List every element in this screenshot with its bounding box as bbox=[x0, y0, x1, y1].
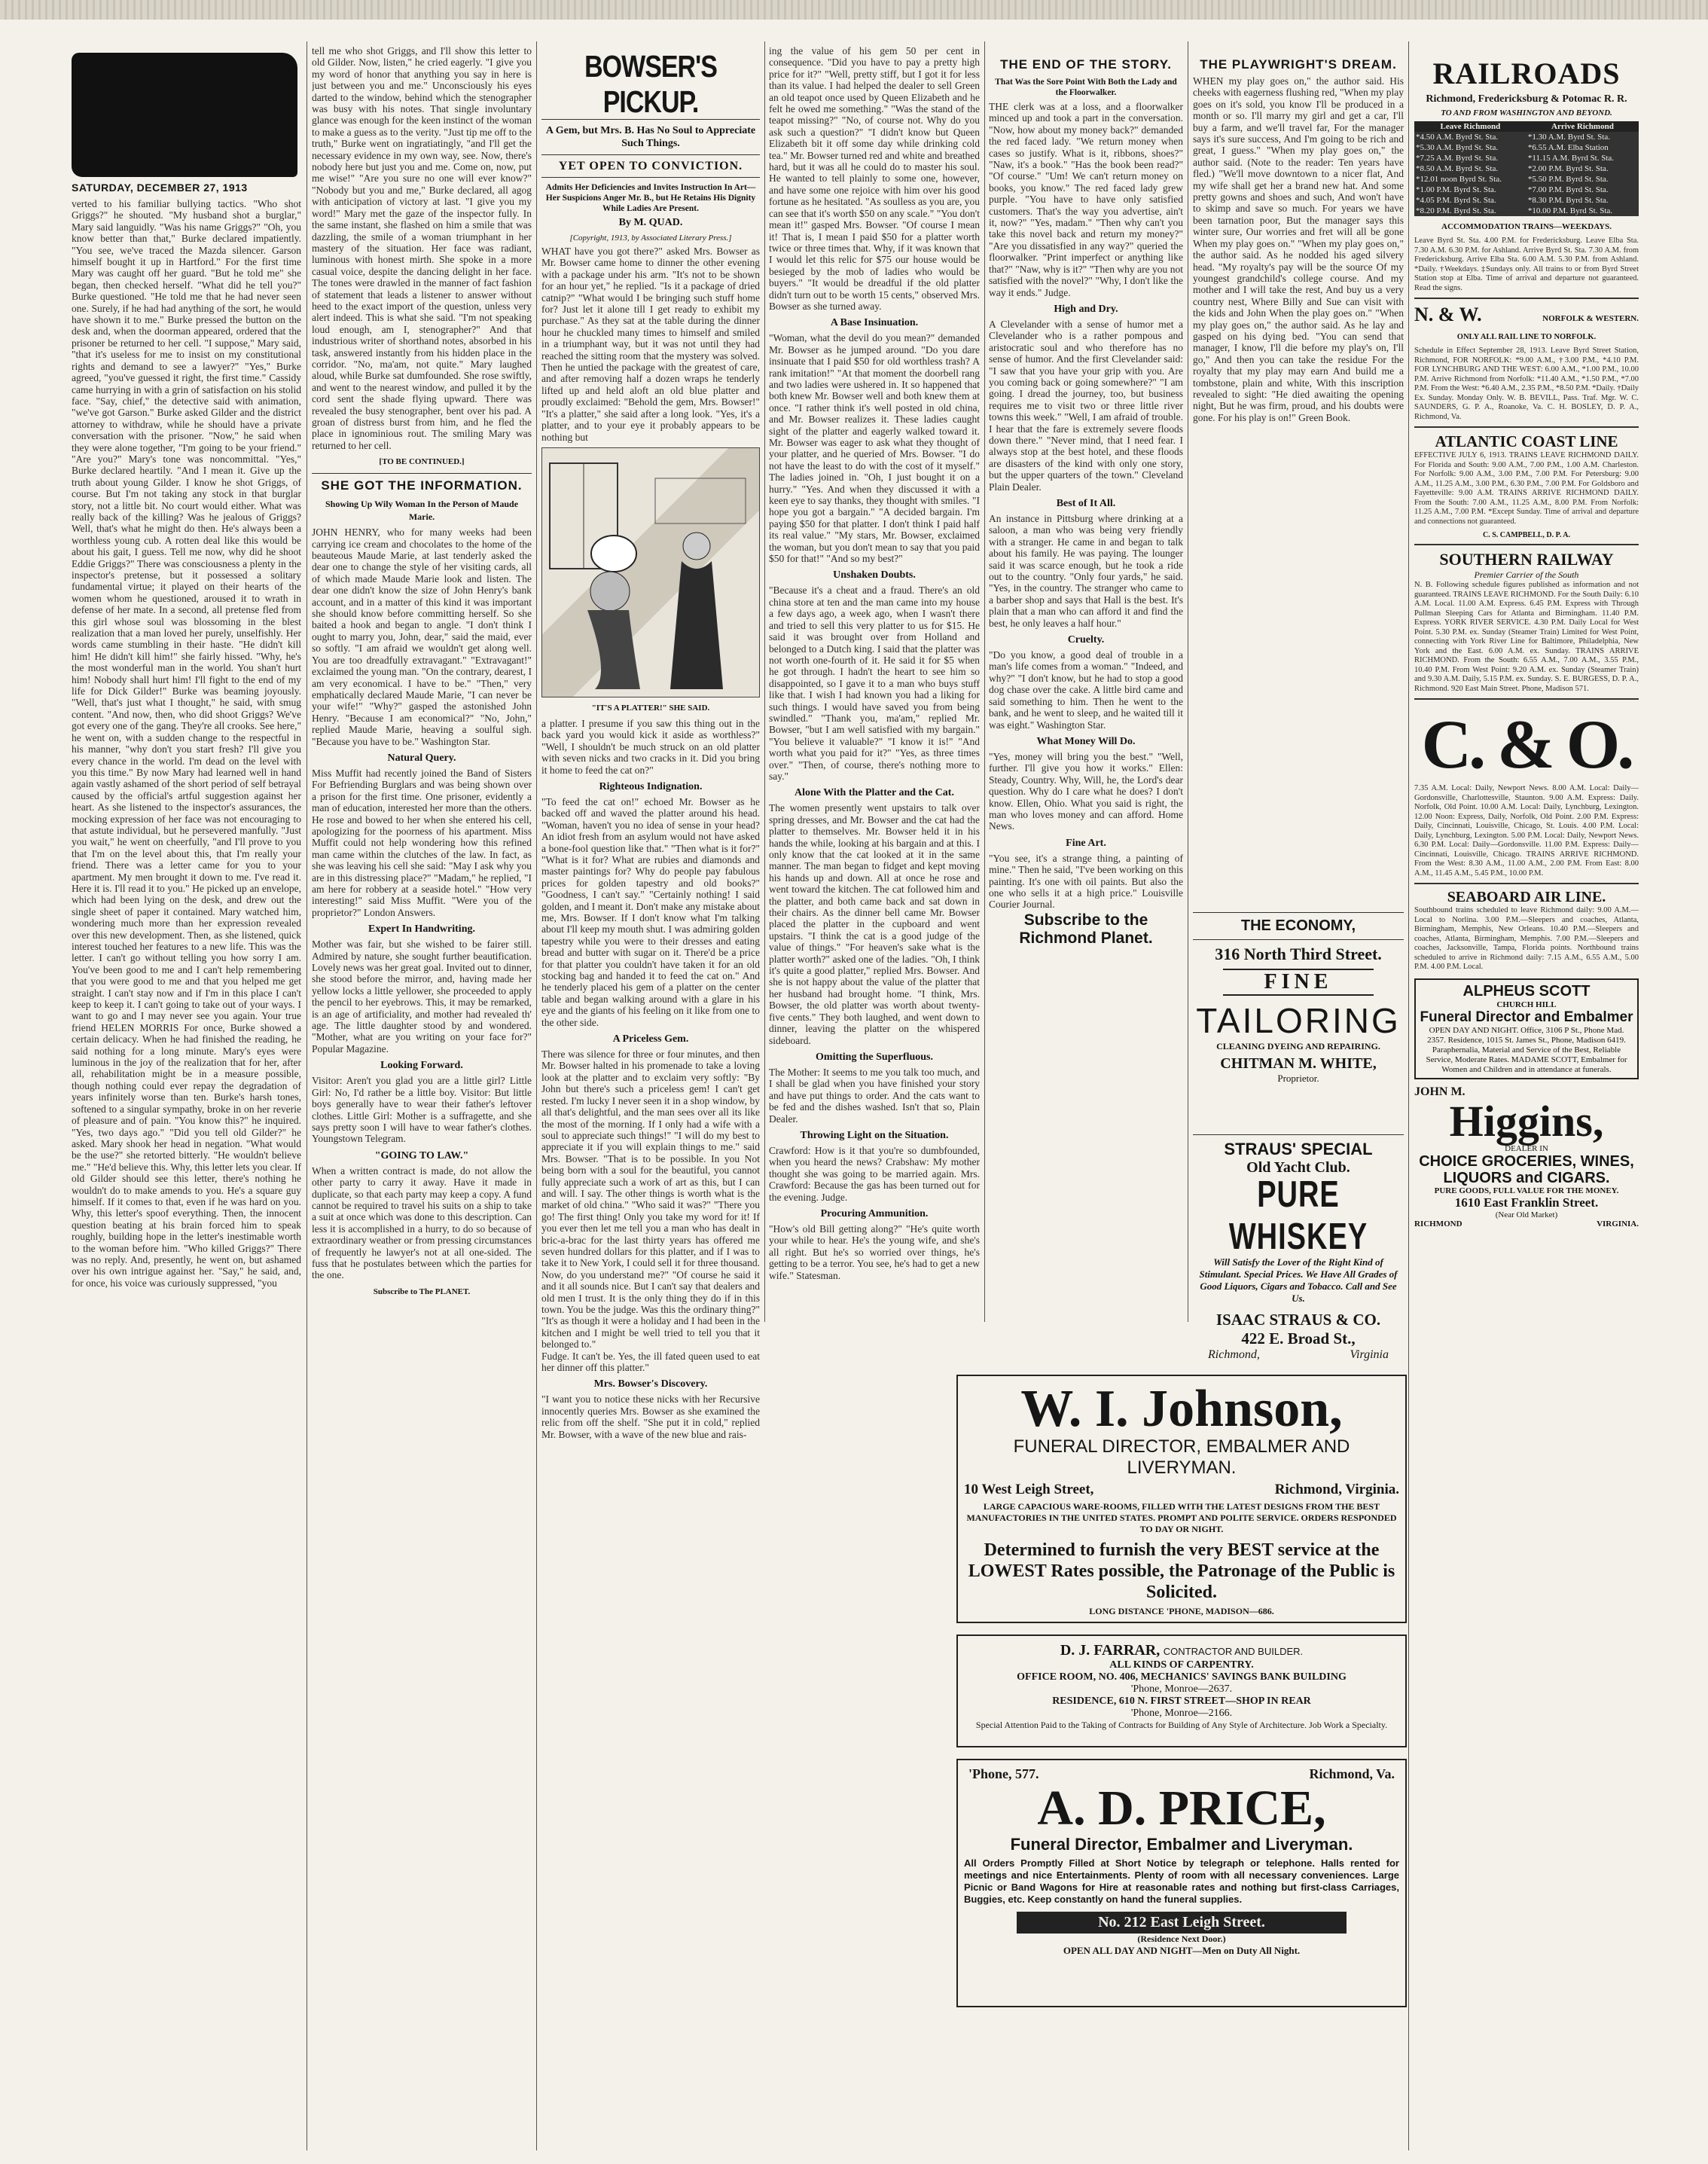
economy-ad: THE ECONOMY, 316 North Third Street. FINE TAILORING CLEANING DYEING AND REPAIRING. CHITMAN M. WHITE, Proprietor. bbox=[1193, 908, 1404, 1085]
subhead: Omitting the Superfluous. bbox=[816, 1051, 933, 1063]
nw-title: N. & W. bbox=[1414, 304, 1482, 325]
story-text: An instance in Pittsburg where drinking at a saloon, a man who was being very friendly with a stranger. He came in and began to talk about his family. He was paying. The lounger said it was scarce enough, but he took a ride out to the country. "Only four yards," he said. "Yes, in the country. The stranger who came to a barber shop and says that Hall is the best. It's plain that a man who can afford it and find the best, he only leaves a half hour." bbox=[989, 513, 1183, 629]
arrive-time: *7.00 P.M. Byrd St. Sta. bbox=[1527, 185, 1639, 195]
column-rule bbox=[536, 41, 537, 2150]
arrive-time: *8.30 P.M. Byrd St. Sta. bbox=[1527, 195, 1639, 206]
story-text: Visitor: Aren't you glad you are a little girl? Little Girl: No, I'd rather be a little boy. Visitor: But little boys generally have to wear their father's leftover clothes. Little Girl: Mother is a suffragette, and she says pretty soon I will have to wear father's clothes. Youngstown Telegram. bbox=[312, 1075, 532, 1145]
subscribe-footer: Subscribe to The PLANET. bbox=[373, 1286, 471, 1296]
acc-text: Leave Byrd St. Sta. 4.00 P.M. for Fredericksburg. Leave Elba Sta. 7.30 A.M. 6.30 P.M. for Ashland. Arrive Byrd St. Sta. 7.30 A.M. from Fredericksburg. Arrive Elba Sta. 6.00 A.M. 5.30 P.M. from Ashland. *Daily. †Weekdays. ‡Sundays only. All trains to or from Byrd Street Station stop at Elba. Time of arrival and departure not guaranteed. Read the signs. bbox=[1414, 237, 1639, 292]
leave-time: *1.00 P.M. Byrd St. Sta. bbox=[1414, 185, 1527, 195]
subhead: Mrs. Bowser's Discovery. bbox=[593, 1378, 708, 1390]
arrive-time: *10.00 P.M. Byrd St. Sta. bbox=[1527, 206, 1639, 216]
story-text: Crawford: How is it that you're so dumbfounded, when you heard the news? Crabshaw: My mother thought she was going to be married again. Mrs. Crawford: Because the gas has been turned out for the evening. Judge. bbox=[769, 1144, 980, 1203]
subhead: A Priceless Gem. bbox=[612, 1033, 689, 1045]
arrive-time: *11.15 A.M. Byrd St. Sta. bbox=[1527, 153, 1639, 163]
subhead: High and Dry. bbox=[1054, 303, 1118, 315]
arrive-time: *1.30 A.M. Byrd St. Sta. bbox=[1527, 132, 1639, 142]
copyright: [Copyright, 1913, by Associated Literary Press.] bbox=[569, 233, 732, 243]
nw-text: Schedule in Effect September 28, 1913. Leave Byrd Street Station, Richmond, FOR NORFOLK: *9.00 A.M., †3.00 P.M., *4.10 P.M. FOR LYNCHBURG AND THE WEST: 6.00 A.M., *1.00 P.M., 10.00 P.M. Arrive Richmond from Norfolk: *11.40 A.M., *1.50 P.M., *7.00 P.M. From the West: *6.40 A.M., 2.35 P.M., *8.50 P.M. *Daily. †Daily Ex. Sunday. Monday Only. W. B. BEVILL, Pass. Traf. Mgr. W. C. SAUNDERS, G. P. A., Roanoke, Va. C. H. BOSLEY, D. P. A., Richmond, Va. bbox=[1414, 346, 1639, 421]
nw-sub: NORFOLK & WESTERN. bbox=[1542, 314, 1639, 323]
story-headline: "GOING TO LAW." bbox=[374, 1149, 469, 1161]
story-text: "To feed the cat on!" echoed Mr. Bowser as he backed off and waved the platter around his head. "Woman, haven't you no idea of sense in your head? An idiot fresh from an asylum would not have asked a bone-fool question like that." "Then what is it for?" "What is it for? What are rubies and diamonds and master paintings for? Why do people pay fabulous prices for golden tapestry and old books?" "Goodness, I can't say." "Certainly nothing! I said golden, and I meant it. Don't make any mistake about me, Mrs. Bowser. If I don't know what I'm talking about I'll keep my mouth shut. I was admiring golden tapestry while you were to their dresses and eating bread and butter with sugar on it. There'd be a price for that platter you couldn't have taken it for an old stocking bag and handed it to feed the cat on." And he tenderly placed his gem of a platter on the center table and began walking around with a glare in his eye and the giants of his feeling on it like from one to the other side. bbox=[541, 795, 760, 1028]
railroads-title: RAILROADS bbox=[1432, 56, 1621, 90]
leave-time: *8.20 P.M. Byrd St. Sta. bbox=[1414, 206, 1527, 216]
subscribe-planet: Subscribe to the Richmond Planet. bbox=[1019, 911, 1153, 947]
rfp-sub: TO AND FROM WASHINGTON AND BEYOND. bbox=[1441, 108, 1612, 118]
subhead: Righteous Indignation. bbox=[599, 780, 703, 792]
story-text: Mother was fair, but she wished to be fairer still. Admired by nature, she sought further beautification. Lovely news was her great goal. Invited out to dinner, she stood before the mirror, and, having made her yellow locks a little yellower, she proceeded to apply the pencil to her eyebrows. This, it may be remarked, is an age of artificiality, and mother had revealed th' age. The little daughter stood by and wondered. "Mother, what are you writing on your face for?" Popular Magazine. bbox=[312, 939, 532, 1055]
timetable-row bbox=[1414, 142, 1639, 153]
dateline: SATURDAY, DECEMBER 27, 1913 bbox=[72, 182, 248, 194]
acl-title: ATLANTIC COAST LINE bbox=[1435, 432, 1618, 450]
story-text: a platter. I presume if you saw this thing out in the back yard you would kick it aside as worthless?" "Well, I shouldn't be much struck on an old platter with seven nicks and two cracks in it. Did you bring it home to feed the cat on?" bbox=[541, 717, 760, 776]
story-text: "Because it's a cheat and a fraud. There's an old china store at ten and the man came into my house a few days ago, a week ago, when I wasn't there and tried to sell this very platter to us for $15. He said it was brought over from Holland and belonged to a Dutch king. I said that the platter was not worth one-fourth of it. He said it for $5 when he got through. I hadn't the heart to see him so disappointed, so I gave it to a man who buys stuff like that. I wish I had known you had a liking for such things. I would have saved you from being swindled." "Thank you, ma'am," replied Mr. Bowser, "but I am well satisfied with my bargain." "You believe it valuable?" "I know it is!" "And worth what you paid for it?" "Yes, as three times over." "Then, of course, there's nothing more to say." bbox=[769, 584, 980, 782]
southern-text: N. B. Following schedule figures published as information and not guaranteed. TRAINS LEAVE RICHMOND. For the South Daily: 6.10 A.M. Local. 11.00 A.M. Express. 6.45 P.M. Express with Through Pullman Sleeping Cars for Atlanta and Birmingham. 11.40 P.M. Express. YORK RIVER SERVICE. 4.30 P.M. Daily Local for West Point. 5.30 P.M. ex. Sunday (Steamer Train) Limited for West Point, connecting with York River Line for Baltimore, Philadelphia, New York and the East. 6.00 A.M. ex. Sunday. TRAINS ARRIVE RICHMOND. From the South: 6.55 A.M., 7.00 A.M., 3.55 P.M., 10.40 P.M. From West Point: 9.20 A.M. ex. Sunday (Steamer Train) and 9.30 A.M. Daily, 5.15 P.M. ex. Sunday. S. E. BURGESS, D. P. A., Richmond. 920 East Main Street. Phone, Madison 571. bbox=[1414, 581, 1639, 693]
leave-time: *12.01 noon Byrd St. Sta. bbox=[1414, 174, 1527, 185]
story-text: "Yes, money will bring you the best." "Well, further. I'll give you how it works." Ellen: Steady, Country. Why, Will, he, the Lord's dear question. Why do I care what he does? I don't know. Ellen, Ohio. What you said is right, the man who loves money and can afford. Home News. bbox=[989, 750, 1183, 832]
deck-3: Admits Her Deficiencies and Invites Instruction In Art—Her Suspicions Anger Mr. B., but He Retains His Dignity While Ladies Are Present. bbox=[545, 183, 756, 213]
story-headline: Expert In Handwriting. bbox=[368, 923, 475, 935]
column-2 bbox=[312, 45, 532, 2147]
story-text: ing the value of his gem 50 per cent in consequence. "Did you have to pay a pretty high price for it?" "Well, pretty stiff, but I got it for less than its value. I had helped the dealer to sell Green an old teapot once used by Queen Elizabeth and he felt he owed me something." "Was the stand of the teapot missing?" "No, of course not. Why do you ask such a question?" "I didn't know but Queen Elizabeth bit it off some day while drinking cold tea." Mr. Bowser turned red and white and breathed hard, but it was all he could do to master his soul. He wanted to tell plainly to some one, however, and have some one rejoice with him over his good fortune as he hesitated. "As soulless as you are, you can see that it's worth $50 on any scale." "You don't mean it!" gasped Mrs. Bowser. "Of course I mean it! That is, I mean I paid $50 for a platter worth twice or three times that. Why, if it was known that I would let this relic for $75 our house would be besieged by the mob of ladies who would be buyers." "It would be dreadful if the old platter didn't turn out to be worth 15 cents," observed Mrs. Bowser as she turned away. bbox=[769, 45, 980, 312]
leave-time: *8.50 A.M. Byrd St. Sta. bbox=[1414, 163, 1527, 174]
story-headline: Natural Query. bbox=[387, 752, 456, 764]
byline: By M. QUAD. bbox=[618, 217, 683, 228]
alpheus-scott-ad: ALPHEUS SCOTT CHURCH HILL Funeral Director and Embalmer OPEN DAY AND NIGHT. Office, 3106 P St., Phone Mad. 2357. Residence, 1015 St. James St., Phone, Madison 6419. Paraphernalia, Material and Service of the Best, Reliable Service, Moderate Rates. MADAME SCOTT, Embalmer for Women and Children and in attendance at funerals. bbox=[1414, 978, 1639, 1079]
story-headline: SHE GOT THE INFORMATION. bbox=[321, 478, 523, 493]
story-text: WHAT have you got there?" asked Mrs. Bowser as Mr. Bowser came home to dinner the other evening with a package under his arm. "It's not to be shown for an hour yet," he replied. "Is it a package of dried catnip?" "What would I be bringing such stuff home for? Just let it alone till I get ready to exhibit my purchase." As they sat at the table during the dinner hour he chuckled many times to himself and smiled in a triumphant way, but it was not until they had reached the sitting room that the mystery was solved. Then he untied the package with the greatest of care, and after removing half a dozen wraps he tenderly lifted up and held aloft an old blue platter and proudly exclaimed: "Behold the gem, Mrs. Bowser!" "It's a platter," she said after a long look. "Yes, it's a platter, and to your eye it probably appears to be nothing but bbox=[541, 246, 760, 443]
subhead: Throwing Light on the Situation. bbox=[800, 1129, 949, 1141]
johnson-ad: W. I. Johnson, FUNERAL DIRECTOR, EMBALMER AND LIVERYMAN. 10 West Leigh Street, Richmond, Virginia. LARGE CAPACIOUS WARE-ROOMS, FILLED WITH THE LATEST DESIGNS FROM THE BEST MANUFACTORIES IN THE UNITED STATES. PROMPT AND POLITE SERVICE. ORDERS RESPONDED TO DAY OR NIGHT. Determined to furnish the very BEST service at the LOWEST Rates possible, the Patronage of the Public is Solicited. LONG DISTANCE 'PHONE, MADISON—686. bbox=[956, 1375, 1407, 1623]
co-text: 7.35 A.M. Local: Daily, Newport News. 8.00 A.M. Local: Daily—Gordonsville, Charlottesville, Staunton. 9.00 A.M. Express: Daily. Norfolk, Old Point. 10.00 A.M. Local: Daily, Lynchburg, Lexington. 12.00 Noon: Express, Daily, Norfolk, Old Point. 2.00 P.M. Express: Daily, Cincinnati, Louisville, Chicago, St. Louis. 4.00 P.M. Local: Daily, Lynchburg, Lexington. 5.00 P.M. Local: Daily, Newport News. 6.30 P.M. Local: Daily—Gordonsville. 11.00 P.M. Express: Daily—Cincinnati, Louisville, Chicago. TRAINS ARRIVE RICHMOND. From the West: 8.30 A.M., 11.00 A.M., 2.00 P.M. From East: 8.00 A.M., 11.45 A.M., 5.45 P.M., 10.00 P.M. bbox=[1414, 784, 1639, 878]
serial-continued-text: tell me who shot Griggs, and I'll show this letter to old Gilder. Now, listen," he cried eagerly. "I give you my word of honor that anything you say in here is just between you and me." Unconsciously his eyes darted to the window, behind which the stenographer was busy with his notes. That single involuntary glance was enough for the keen instinct of the woman to make a guess as to the verity. "Just tip me off to the truth," Burke went on ingratiatingly, "and I'll get the necessary evidence in my own way, see. Now, there's nobody here but just you and me. Come on, now, put me wise!" "Are you sure no one will ever know?" "Nobody but you and me," Burke declared, all agog with anticipation of victory at last. "I give you my word!" Mary met the gaze of the inspector fully. In the same instant, she flashed on him a smile that was dazzling, the smile of a woman triumphant in her mastery of the situation. Her face was radiant, luminous with honest mirth. She spoke in a more casual voice, despite the dancing delight in her face. The tones were drawled in the manner of fact fashion of statement that leads a listener to answer without heed to the exact import of the question, unless very alert indeed. This is what she said. "I'm not speaking loud enough, am I, stenographer?" And that industrious writer of shorthand notes, absorbed in his task, answered instantly from his hidden place in the corridor. "No, ma'am, not quite." Mary laughed aloud, while Burke sat dumfounded. She rose swiftly, and went to the nearest window, and pulled it by the cord sent the shade flying upward. There was revealed the busy stenographer, bent over his pad. A groan of distress burst from him, and he fled the place in ignominious rout. The smiling Mary was returned to her cell. bbox=[312, 45, 532, 451]
nw-line: ONLY ALL RAIL LINE TO NORFOLK. bbox=[1456, 333, 1597, 341]
subhead: What Money Will Do. bbox=[1036, 735, 1136, 747]
column-rule bbox=[764, 41, 765, 1322]
bowser-headline: BOWSER'S PICKUP. bbox=[584, 50, 717, 120]
story-text: THE clerk was at a loss, and a floorwalker minced up and took a part in the conversation. "Now, how about my money back?" demanded the red faced lady. "We return money when cases so justify. What is it, ribbons, shoes?" "Naw, it's a book." "Has the book been read?" "Of course." "Um! We can't return money on books, you know." The red faced lady grew purple. "You have to have only satisfied customers. That's the way you advertise, ain't it, now?" "Yes, madam." "Then why can't you take this novel back and return my money?" "Are you dissatisfied in any way?" queried the floorwalker. "Print imperfect or anything like that?" "Naw, why is it?" "Then why are you not satisfied with the novel?" "Why, I don't like the way it ends." Judge. bbox=[989, 101, 1183, 298]
column-3 bbox=[541, 45, 760, 2147]
story-headline: THE END OF THE STORY. bbox=[1000, 57, 1172, 72]
leave-time: *7.25 A.M. Byrd St. Sta. bbox=[1414, 153, 1527, 163]
farrar-ad: D. J. FARRAR, CONTRACTOR AND BUILDER. ALL KINDS OF CARPENTRY. OFFICE ROOM, NO. 406, MECHANICS' SAVINGS BANK BUILDING 'Phone, Monroe—2637. RESIDENCE, 610 N. FIRST STREET—SHOP IN REAR 'Phone, Monroe—2166. Special Attention Paid to the Taking of Contracts for Building of Any Style of Architecture. Job Work a Specialty. bbox=[956, 1634, 1407, 1747]
story-text: There was silence for three or four minutes, and then Mr. Bowser halted in his promenade to take a loving look at the platter and to exclaim very softly: "By John but there's such a priceless gem! I can't get rested. I'm lucky I never seen it in a shop window, by all that's delightful, and the man sees over all its like the most of the morning. If I only had a wife with a soul to appreciate such things!" "I will do my best to appreciate it if you will explain things to me." said Mrs. Bowser. "That is to be possible. In you Not being born with a soul for the beautiful, you cannot fully appreciate such a work of art as this, but I can and will. I say. The other things is worth what is the market of old china." "Who said it was?" "There you go! The first thing! Only you take my word for it! If you ever then let me tell you a man who has dealt in bric-a-brac for the last thirty years has offered me seven hundred dollars for this platter, and if I was to take it to New York, I could sell it for three thousand. Now, do you understand me?" "Of course he said it and it all sounds nice. But I can't say that dealers and old men I trust. It is the only thing they do if in this town. You be the judge. Was this the ordinary thing?" "It's as though it were a holiday and I had been in the kitchen and I might be well tried to tell you that it belonged to." bbox=[541, 1048, 760, 1351]
co-title: C. & O. bbox=[1421, 706, 1632, 783]
story-headline: Looking Forward. bbox=[380, 1060, 463, 1072]
poem-title: THE PLAYWRIGHT'S DREAM. bbox=[1200, 57, 1397, 72]
timetable-row bbox=[1414, 195, 1639, 206]
arrive-time: *6.55 A.M. Elba Station bbox=[1527, 142, 1639, 153]
seaboard-title: SEABOARD AIR LINE. bbox=[1447, 889, 1606, 905]
top-torn-strip bbox=[0, 0, 1708, 20]
leave-time: *4.50 A.M. Byrd St. Sta. bbox=[1414, 132, 1527, 142]
story-text: "Do you know, a good deal of trouble in a man's life comes from a woman." "Indeed, and why?" "I don't know, but he had to stop a good dog chase over the cake. A little bird came and said something to him. Then he went to the bank, and he went to sleep, and he waited till it was eight." Washington Star. bbox=[989, 649, 1183, 731]
story-subhead: That Was the Sore Point With Both the Lady and the Floorwalker. bbox=[995, 78, 1177, 97]
story-text: The Mother: It seems to me you talk too much, and I shall be glad when you have finished your story and have put things to order. And the cats want to be fed and the dishes washed. Isn't that so, Plain Dealer. bbox=[769, 1066, 980, 1125]
platter-illustration bbox=[541, 447, 760, 697]
arrive-time: *2.00 P.M. Byrd St. Sta. bbox=[1527, 163, 1639, 174]
higgins-ad: JOHN M. Higgins, DEALER IN CHOICE GROCERIES, WINES, LIQUORS and CIGARS. PURE GOODS, FULL VALUE FOR THE MONEY. 1610 East Franklin Street. (Near Old Market) RICHMOND VIRGINIA. bbox=[1414, 1085, 1639, 1229]
ink-blot-masthead bbox=[72, 53, 297, 177]
timetable-row bbox=[1414, 132, 1639, 142]
subhead: Best of It All. bbox=[1056, 498, 1116, 509]
subhead: Cruelty. bbox=[1067, 634, 1105, 646]
serial-story-text: verted to his familiar bullying tactics. "Who shot Griggs?" he shouted. "My husband shot a burglar," Mary said languidly. "Was his name Griggs?" "Oh, you know better than that," Burke declared impatiently. "You see, we've traced the Mazda silencer. Garson himself bought it up in Hartford." For the first time Mary was caught off her guard. "But he told me" she began, then checked herself. "What did he tell you?" Burke questioned. "He told me that he had never seen one. Surely, if he had had anything of the sort, he would have shown it to me." Burke pressed the button on the desk and, when the doorman appeared, ordered that the prisoner be returned to her cell. "I suppose," Mary said, "that it's useless for me to insist on my constitutional rights and demand to see a lawyer?" "Yes," Burke agreed, "you've guessed it right, the first time." Cassidy came hurrying in with a grin of satisfaction on his stolid face. "Say, chief," the detective said with animation, "we've got Garson." Burke asked Gilder and the district attorney to withdraw, while he should have a private conversation with the prisoner. "Now," he said when they were alone together, "I'm going to be your friend." "Are you?" Mary's tone was noncommittal. "Yes," Burke declared heartily. "And I mean it. Give up the truth about young Gilder. I know he shot Griggs, of course. But I'm not taking any stock in that burglar story, not a little bit. No court would either. What was really back of the killing? Was he jealous of Griggs? Well, that's what he might do then. He's always been a worthless young cub. A rotten deal like this would be about his gait, I guess. Tell me now, why did he shoot Eddie Griggs?" There was consciousness a plenty in the inspector's pretense, but it possessed a solitary fundamental virtue; it played on their hearts of the women whom he questioned, aroused it to wrath in defense of her mate. In a second, all pretense fled from this girl whose soul was blossoming in the blest realization that a man loved her purely, unselfishly. Her words came stumbling in their haste. "He didn't kill him! He didn't kill him!" she fairly hissed. "Why, he's the most wonderful man in the world. You shan't hurt him! Nobody shall hurt him! I'll fight to the end of my life for Dick Gilder!" Burke was beaming joyously. "Well, that's just what I thought," he said, with smug content. "And now, then, who did shoot Griggs? We've got every one of the gang. They're all crooks. See here," he went on, with a sudden change to the respectful in his manner, "why don't you start fresh? I'll give you every chance in the world. I'm dead on the level with you this time." By now Mary had learned well in hand again vastly ashamed of the short period of self betrayal caused by the official's artful suggestion against her heart. As she listened to the inspector's assurances, the mocking expression of her face was not encouraging to that astute individual, but he persevered manfully. "Just you wait," he went on cheerfully, "and I'll prove to you that I'm on the level about this, that I'm really your friend. There was a letter came for you to your apartment. My men brought it down to me. I've read it. Here it is. I'll read it to you." He picked up an envelope, which had been lying on the desk, and drew out the single sheet of paper it contained. Mary watched him, wondering much more than her expression revealed over this new development. Then, as she listened, quick interest touched her features to a new life. This was the letter. I can't go without telling you how sorry I am. You've been good to me and I can't help remembering that you were good to me and that you helped me get straight. I can't stay now and if I'm in this place I can't keep to keep it. I can't going to take out of your ways. I want to go and I may never see you again. Your true friend HELEN MORRIS For once, Burke showed a certain delicacy. When he had finished the reading, he said nothing for a long minute. Mary's eyes were luminous in the joy of the realization that for her, after all, rehabilitation might be in a measure possible, though nothing could ever repay the degradation of years infinitely worse than ten. Burke's harsh tones, softened to a singular sympathy, broke in on her reverie of pleasure and of pain. "You know this?" he inquired. "Yes, two days ago." "Did you tell old Gilder?" he asked. Mary shook her head in negation. "What would be the use?" she retorted bitterly. "He wouldn't believe me." "He'd believe this. Why, this letter lets you clear. If old Gilder should see this letter, there's nothing he wouldn't do to make amends to you. He's a square guy himself. If it comes to that, even if he was hard on you. Why, this letter's spoof everything. Then, the innocent question beating at his brain forced him to speak roughly, building hope in the letter's inestimable worth to the woman before him. "Who killed Griggs?" There was no reply. And, presently, he went on, but ashamed over his own intrigue against her. "Say," he said, and, for once, his voice was curiously suppressed, "you bbox=[72, 198, 301, 1289]
story-text: Miss Muffit had recently joined the Band of Sisters For Befriending Burglars and was being shown over a prison for the first time. One prisoner, evidently a man of education, interested her more than the others. He rose and bowed to her when she entered his cell, apologizing for the poorness of his apartment. Miss Muffit could not help wondering how this refined man came within the clutches of the law. In fact, as she was leaving his cell she said: "May I ask why you are in this distressing place?" "Madam," he replied, "I am here for robbery at a seaside hotel." "How very interesting!" said Miss Muffit. "Were you of the proprietor?" London Answers. bbox=[312, 767, 532, 918]
column-1 bbox=[72, 45, 301, 2147]
timetable-row bbox=[1414, 163, 1639, 174]
column-6 bbox=[1193, 45, 1404, 889]
straus-ad: STRAUS' SPECIAL Old Yacht Club. PURE WHISKEY Will Satisfy the Lover of the Right Kind of Stimulant. Special Prices. We Have All Grades of Good Liquors, Cigars and Tobacco. Call and See Us. ISAAC STRAUS & CO. 422 E. Broad St., Richmond, Virginia bbox=[1193, 1130, 1404, 1362]
story-text: "I want you to notice these nicks with her Recursive innocently queries Mrs. Bowser as she examined the relic from off the shelf. "She put it in cold," replied Mr. Bowser, with a wave of the new blue and rais- bbox=[541, 1393, 760, 1440]
story-text: Fudge. It can't be. Yes, the ill fated queen used to eat her dinner off this platter." bbox=[541, 1350, 760, 1374]
rfp-timetable: Leave Richmond Arrive Richmond *4.50 A.M. Byrd St. Sta. *1.30 A.M. Byrd St. Sta. *5.30 A.M. Byrd St. Sta. *6.55 A.M. Elba Station *7.25 A.M. Byrd St. Sta. *11.15 A.M. Byrd St. Sta. *8.50 A.M. Byrd St. Sta. *2.00 P.M. Byrd St. Sta. *12.01 noon Byrd St. Sta. *5.50 P.M. Byrd St. Sta. *1.00 P.M. Byrd St. Sta. *7.00 P.M. Byrd St. Sta. *4.05 P.M. Byrd St. Sta. *8.30 P.M. Byrd St. Sta. *8.20 P.M. Byrd St. Sta. *10.00 P.M. Byrd St. Sta. bbox=[1414, 121, 1639, 216]
acl-text: EFFECTIVE JULY 6, 1913. TRAINS LEAVE RICHMOND DAILY. For Florida and South: 9.00 A.M., 7.00 P.M., 1.00 A.M. Charleston. For Norfolk: 9.00 A.M., 3.00 P.M., 7.00 P.M. For Petersburg: 9.00 A.M., 11.25 A.M., 3.00 P.M., 6.30 P.M., 7.00 P.M. For Goldsboro and Fayetteville: 9.00 A.M. TRAINS ARRIVE RICHMOND DAILY. From the South: 7.00 A.M., 11.25 A.M., 8.00 P.M. From Norfolk: 11.25 A.M., 7.00 P.M. *Except Sunday. Time of arrival and departure and connections not guaranteed. bbox=[1414, 451, 1639, 526]
column-rule bbox=[984, 41, 985, 1322]
seaboard-text: Southbound trains scheduled to leave Richmond daily: 9.00 A.M.—Local to Norlina. 3.00 P.M.—Sleepers and coaches, Atlanta, Birmingham, Memphis, New Orleans. 10.40 P.M.—Sleepers and coaches, Atlanta, Birmingham, Memphis. 7.00 P.M.—Sleepers and coaches, Jacksonville, Tampa, Florida points. Northbound trains scheduled to arrive in Richmond daily: 7.15 A.M., 6.55 A.M., 5.00 P.M. 4.00 P.M. Local. bbox=[1414, 906, 1639, 971]
deck-2: YET OPEN TO CONVICTION. bbox=[558, 160, 743, 172]
platter-illustration-drawing bbox=[542, 448, 759, 695]
story-text: "You see, it's a strange thing, a painting of mine." Then he said, "I've been working on this painting. It's one with oil paints. But also the one who sells it at a high price." Louisville Courier Journal. bbox=[989, 852, 1183, 911]
story-subhead: Showing Up Wily Woman In the Person of Maude Marie. bbox=[325, 499, 519, 523]
column-5 bbox=[989, 45, 1183, 911]
arrive-time: *5.50 P.M. Byrd St. Sta. bbox=[1527, 174, 1639, 185]
deck-1: A Gem, but Mrs. B. Has No Soul to Appreciate Such Things. bbox=[545, 125, 756, 149]
column-7 bbox=[1414, 45, 1639, 2147]
rfp-title: Richmond, Fredericksburg & Potomac R. R. bbox=[1426, 93, 1627, 105]
subhead: Procuring Ammunition. bbox=[820, 1207, 929, 1219]
subhead: Unshaken Doubts. bbox=[833, 569, 916, 581]
southern-sub: Premier Carrier of the South bbox=[1474, 569, 1579, 580]
acc-title: ACCOMMODATION TRAINS—WEEKDAYS. bbox=[1441, 222, 1612, 231]
story-text: "Woman, what the devil do you mean?" demanded Mr. Bowser as he jumped around. "Do you dare insinuate that I paid $50 for old worthless trash? A rank imitation!" "At that moment the doorbell rang and two ladies were ushered in. It so happened that both knew Mr. Bowser well and both knew them at once. "I rather think it's well posted in old china, and Mr. Bowser realizes it. These ladies caught sight of the platter and eagerly walked toward it. Mr. Bowser was eager to ask what they thought of your platter, and he queried of Mrs. Bowser. "I do not have the least to do with the cost of it myself." The ladies joined in. "Oh, I just bought it on a hurry." "Yes. And when they discussed it with a keen eye to say thanks, they thought with smiles. "I hope you got a bargain." "A decided bargain. I'm paying $50 for that platter. I don't think I paid half its real value." "My stars, Mr. Bowser, exclaimed the woman, but you don't mean to say that you paid $50 for that!" "And so my best?" bbox=[769, 332, 980, 565]
acl-sig: C. S. CAMPBELL, D. P. A. bbox=[1482, 531, 1571, 539]
timetable-row bbox=[1414, 185, 1639, 195]
column-4 bbox=[769, 45, 980, 1280]
story-text: When a written contract is made, do not allow the other party to carry it away. Have it made in duplicate, so that each party may keep a copy. A fund cannot be required to travel his suits on a ship to take a suit at once which was done to this description. Can less it is accomplished in a hurry, to do so because of extraordinary weather or from pressing circumstances of frequently he lawyer's not at all one-sided. The fuss that he postulates between which the parties for the one. bbox=[312, 1164, 532, 1281]
story-text: "How's old Bill getting along?" "He's quite worth your while to hear. He's the young wife, and she's all right. But he's so worried over things, he's getting to be a terror. You see, he's had to get a new wife." Statesman. bbox=[769, 1222, 980, 1280]
story-text: A Clevelander with a sense of humor met a Clevelander who is a rather pompous and aristocratic soul and who therefore has no sense of humor. And the first Clevelander said: "I saw that you have your grip with you. Are you coming back or going somewhere?" "I am going. I dread the journey, too, but business requires me to visit two or three little river towns this week." "Well, I am afraid of trouble. I hear that the fare is extremely severe floods down there." "Never mind, that I need fear. I always stop at the best hotel, and these floods are disasters of the kind with only one story, but the upper quarters of the town." Cleveland Plain Dealer. bbox=[989, 318, 1183, 493]
timetable-row bbox=[1414, 174, 1639, 185]
story-text: The women presently went upstairs to talk over spring dresses, and Mr. Bowser and the cat had the platter to themselves. Mr. Bowser held it in his hands the while, looking at his bargain and at this. I only know that the cat looked at it in the same manner. The man began to fidget and kept moving his hands up and down. All at once he rose and went toward the kitchen. The cat followed him and the platter, and both came back and sat down in their chairs. As the dinner bell came Mr. Bowser placed the platter in the cupboard and went upstairs. "I think the cat is a good judge of the value of things." "For heaven's sake what is the platter worth?" asked one of the ladies. "Oh, I think it's quite a good platter," replied Mrs. Bowser. And she is not happy about the value of the platter that her husband had brought home. "I think, Mrs. Bowser, the old platter was worth about twenty-five cents." They both laughed, and went down to dinner, leaving the platter on the whispered sideboard. bbox=[769, 802, 980, 1046]
poem-text: WHEN my play goes on," the author said. His cheeks with eagerness flushing red, "When my play goes on it's sold, you know I'll be produced in a month or so. I'll marry my girl and get a car, I'll buy a farm, and we'll travel far, For the manager says it's sure success, And I'm going to be rich and great, I guess." "When my play goes on," the author said. (Note to the reader: Ten years have fled.) "We'll move downtown to a nicer flat, And my wife shall get her a brand new hat. And some pretty gowns and shoes and such, And won't have to skimp and save so much. For years we have been tarnation poor, But the manager says this winter sure, Our worries and fret will all be gone When my play goes on." "When my play goes on," the author said. As he nodded his aged silvery head. "My royalty's pay will be the source Of my youngest grandchild's college course. And my mother and I will take the rest, And buy us a very country nest, Where Billy and Sue can visit with the kids and John When the play goes on." "When my play goes on," the author said. As he lay and gasped on his dying bed. "You can send that manager, I know, I'll die before my play's on, I'll go," And then you can take the residue For the royalty that my play may earn And build me a tombstone, plain and white, With this inscription revealed to sight: "He died awaiting the opening night, But he was firm, proud, and his doubts were gone. For his play is on!" Green Book. bbox=[1193, 75, 1404, 423]
subhead: Fine Art. bbox=[1066, 837, 1106, 849]
timetable-row bbox=[1414, 206, 1639, 216]
illustration-caption: "IT'S A PLATTER!" SHE SAID. bbox=[591, 703, 710, 713]
story-text: JOHN HENRY, who for many weeks had been carrying ice cream and chocolates to the home of the beauteous Maude Marie, at last tenderly asked the dear one to change the style of her visiting cards, all of which made Maude Marie look and listen. The dear one didn't know the size of John Henry's bank account, and in a matter of this kind it was important she should know before committing herself. So she baited a hook and began to angle. "I don't think I ought to marry you, John, dear," said the maid, ever so softly. "I am afraid we wouldn't get along well. You are too dreadfully extravagant." "Extravagant!" exclaimed the young man. "On the contrary, dearest, I am very economical. I have to be." "Then," very emphatically declared Maude Marie, "I can never be your wife!" "Why?" gasped the astonished John Henry. "Because I am economical?" "No, John," replied Maude Marie, heaving a soulful sigh. "Because you have to be." Washington Star. bbox=[312, 527, 532, 747]
subhead: Alone With the Platter and the Cat. bbox=[795, 787, 954, 799]
column-rule bbox=[1408, 41, 1409, 2150]
southern-title: SOUTHERN RAILWAY bbox=[1439, 550, 1614, 569]
leave-time: *4.05 P.M. Byrd St. Sta. bbox=[1414, 195, 1527, 206]
timetable-row bbox=[1414, 153, 1639, 163]
price-ad: 'Phone, 577. Richmond, Va. A. D. PRICE, Funeral Director, Embalmer and Liveryman. All Orders Promptly Filled at Short Notice by telegraph or telephone. Halls rented for meetings and nice Entertainments. Plenty of room with all necessary conveniences. Large Picnic or Band Wagons for Hire at reasonable rates and nothing but first-class Carriages, Buggies, etc. Keep constantly on hand the funeral supplies. No. 212 East Leigh Street. (Residence Next Door.) OPEN ALL DAY AND NIGHT—Men on Duty All Night. bbox=[956, 1759, 1407, 2007]
subhead: A Base Insinuation. bbox=[830, 317, 919, 329]
to-be-continued: [TO BE CONTINUED.] bbox=[379, 457, 465, 467]
leave-time: *5.30 A.M. Byrd St. Sta. bbox=[1414, 142, 1527, 153]
